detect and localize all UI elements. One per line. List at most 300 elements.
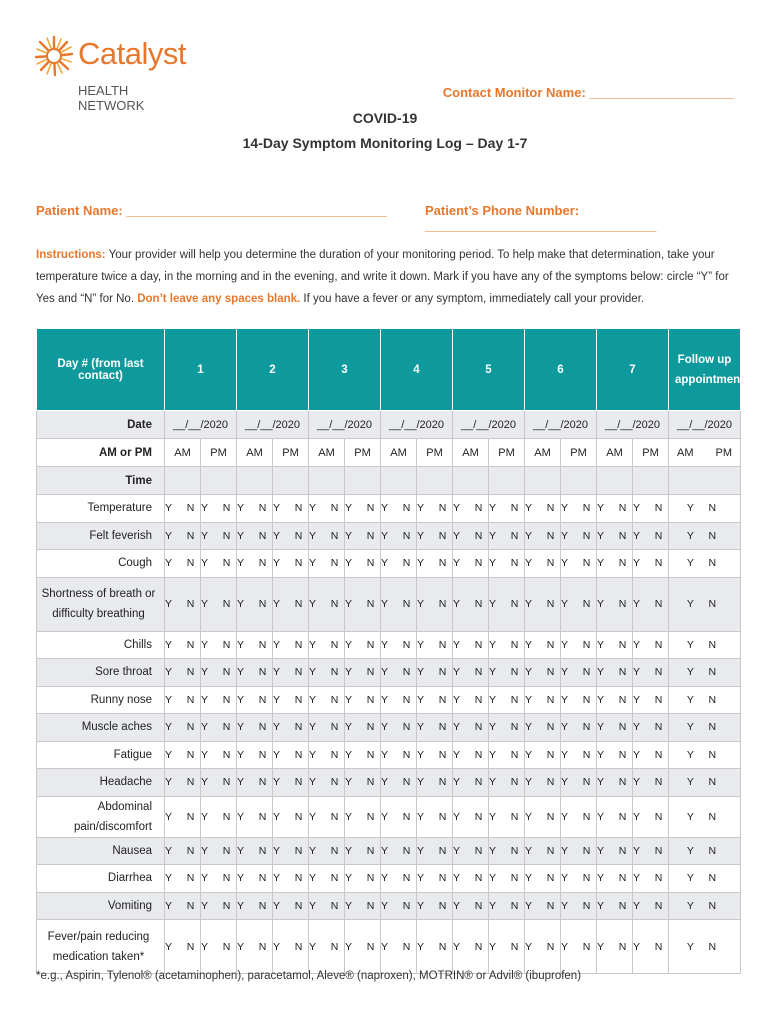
yes-no-choice[interactable]: Y N [201,686,237,714]
yes-no-choice[interactable]: Y N [309,769,345,797]
yes-no-choice[interactable]: Y N [273,577,309,631]
symptom-row [37,865,741,893]
yes-no-choice[interactable]: Y N [345,920,381,974]
pm-cell: PM [345,439,381,467]
yes-no-choice[interactable]: Y N [237,577,273,631]
yes-no-choice[interactable]: Y N [381,631,417,659]
time-cell[interactable] [453,467,489,495]
date-cell[interactable]: __/__/2020 [237,411,309,439]
yes-no-choice[interactable]: Y N [489,796,525,837]
yes-no-choice[interactable]: Y N [237,550,273,578]
am-cell: AM [237,439,273,467]
symptom-label: Chills [37,631,165,659]
yes-no-choice[interactable]: Y N [489,631,525,659]
yes-no-choice[interactable]: Y N [165,495,201,523]
yes-no-choice[interactable]: Y N [345,550,381,578]
date-cell[interactable]: __/__/2020 [669,411,741,439]
time-cell[interactable] [273,467,309,495]
yes-no-choice[interactable]: Y N [489,686,525,714]
yes-no-choice[interactable]: Y N [669,631,741,659]
time-cell[interactable] [417,467,453,495]
yes-no-choice[interactable]: Y N [633,686,669,714]
yes-no-choice[interactable]: Y N [273,892,309,920]
yes-no-choice[interactable]: Y N [489,865,525,893]
date-row [37,411,741,439]
yes-no-choice[interactable]: Y N [237,741,273,769]
yes-no-choice[interactable]: Y N [417,631,453,659]
yes-no-choice[interactable]: Y N [237,714,273,742]
yes-no-choice[interactable]: Y N [381,920,417,974]
yes-no-choice[interactable]: Y N [273,796,309,837]
date-cell[interactable]: __/__/2020 [525,411,597,439]
symptom-label: Diarrhea [37,865,165,893]
yes-no-choice[interactable]: Y N [633,920,669,974]
symptom-label: Abdominal pain/discomfort [37,796,165,837]
date-cell[interactable]: __/__/2020 [453,411,525,439]
yes-no-choice[interactable]: Y N [561,865,597,893]
yes-no-choice[interactable]: Y N [201,550,237,578]
yes-no-choice[interactable]: Y N [669,865,741,893]
yes-no-choice[interactable]: Y N [633,631,669,659]
yes-no-choice[interactable]: Y N [273,769,309,797]
yes-no-choice[interactable]: Y N [381,550,417,578]
yes-no-choice[interactable]: Y N [597,796,633,837]
yes-no-choice[interactable]: Y N [669,522,741,550]
yes-no-choice[interactable]: Y N [417,495,453,523]
yes-no-choice[interactable]: Y N [165,837,201,865]
yes-no-choice[interactable]: Y N [273,550,309,578]
symptom-row [37,892,741,920]
yes-no-choice[interactable]: Y N [417,837,453,865]
time-cell[interactable] [345,467,381,495]
yes-no-choice[interactable]: Y N [525,686,561,714]
yes-no-choice[interactable]: Y N [273,522,309,550]
symptom-row [37,796,741,837]
yes-no-choice[interactable]: Y N [597,714,633,742]
yes-no-choice[interactable]: Y N [597,659,633,687]
yes-no-choice[interactable]: Y N [381,659,417,687]
footnote: *e.g., Aspirin, Tylenol® (acetaminophen), paracetamol, Aleve® (naproxen), MOTRIN® or Advil® (ibuprofen) [36,970,582,982]
time-row [37,467,741,495]
yes-no-choice[interactable]: Y N [453,796,489,837]
yes-no-choice[interactable]: Y N [597,920,633,974]
time-cell[interactable] [201,467,237,495]
yes-no-choice[interactable]: Y N [453,892,489,920]
yes-no-choice[interactable]: Y N [309,495,345,523]
yes-no-choice[interactable]: Y N [597,769,633,797]
yes-no-choice[interactable]: Y N [417,769,453,797]
yes-no-choice[interactable]: Y N [561,920,597,974]
yes-no-choice[interactable]: Y N [669,892,741,920]
yes-no-choice[interactable]: Y N [417,741,453,769]
yes-no-choice[interactable]: Y N [633,550,669,578]
yes-no-choice[interactable]: Y N [453,577,489,631]
yes-no-choice[interactable]: Y N [525,741,561,769]
yes-no-choice[interactable]: Y N [561,522,597,550]
yes-no-choice[interactable]: Y N [345,714,381,742]
yes-no-choice[interactable]: Y N [273,659,309,687]
day-header: 5 [453,329,525,411]
instructions [36,244,736,310]
symptom-row [37,659,741,687]
yes-no-choice[interactable]: Y N [453,837,489,865]
yes-no-choice[interactable]: Y N [201,892,237,920]
pm-cell: PM [273,439,309,467]
yes-no-choice[interactable]: Y N [525,892,561,920]
date-cell[interactable]: __/__/2020 [165,411,237,439]
yes-no-choice[interactable]: Y N [345,659,381,687]
time-cell[interactable] [669,467,741,495]
yes-no-choice[interactable]: Y N [165,865,201,893]
yes-no-choice[interactable]: Y N [453,714,489,742]
logo-subtitle: HEALTH NETWORK [78,83,145,113]
symptom-row [37,686,741,714]
yes-no-choice[interactable]: Y N [525,714,561,742]
yes-no-choice[interactable]: Y N [345,495,381,523]
yes-no-choice[interactable]: Y N [669,920,741,974]
yes-no-choice[interactable]: Y N [561,495,597,523]
yes-no-choice[interactable]: Y N [237,686,273,714]
yes-no-choice[interactable]: Y N [165,550,201,578]
yes-no-choice[interactable]: Y N [201,495,237,523]
yes-no-choice[interactable]: Y N [165,659,201,687]
yes-no-choice[interactable]: Y N [165,892,201,920]
symptom-log-table [36,328,744,974]
yes-no-choice[interactable]: Y N [453,631,489,659]
yes-no-choice[interactable]: Y N [597,522,633,550]
symptom-label: Fever/pain reducing medication taken* [37,920,165,974]
yes-no-choice[interactable]: Y N [489,920,525,974]
yes-no-choice[interactable]: Y N [237,659,273,687]
yes-no-choice[interactable]: Y N [561,837,597,865]
yes-no-choice[interactable]: Y N [489,769,525,797]
symptom-label: Muscle aches [37,714,165,742]
yes-no-choice[interactable]: Y N [345,686,381,714]
symptom-row [37,920,741,974]
yes-no-choice[interactable]: Y N [309,796,345,837]
yes-no-choice[interactable]: Y N [165,714,201,742]
yes-no-choice[interactable]: Y N [165,631,201,659]
yes-no-choice[interactable]: Y N [309,577,345,631]
yes-no-choice[interactable]: Y N [525,577,561,631]
yes-no-choice[interactable]: Y N [669,769,741,797]
yes-no-choice[interactable]: Y N [273,631,309,659]
ampm-row [37,439,741,467]
yes-no-choice[interactable]: Y N [345,631,381,659]
yes-no-choice[interactable]: Y N [597,686,633,714]
yes-no-choice[interactable]: Y N [417,920,453,974]
yes-no-choice[interactable]: Y N [165,769,201,797]
yes-no-choice[interactable]: Y N [453,865,489,893]
yes-no-choice[interactable]: Y N [561,577,597,631]
sun-icon [34,34,74,78]
symptom-row [37,741,741,769]
yes-no-choice[interactable]: Y N [309,865,345,893]
date-cell[interactable]: __/__/2020 [381,411,453,439]
yes-no-choice[interactable]: Y N [381,837,417,865]
yes-no-choice[interactable]: Y N [309,550,345,578]
yes-no-choice[interactable]: Y N [489,522,525,550]
yes-no-choice[interactable]: Y N [201,796,237,837]
yes-no-choice[interactable]: Y N [453,495,489,523]
yes-no-choice[interactable]: Y N [345,741,381,769]
yes-no-choice[interactable]: Y N [633,865,669,893]
symptom-row [37,837,741,865]
yes-no-choice[interactable]: Y N [309,631,345,659]
yes-no-choice[interactable]: Y N [525,550,561,578]
yes-no-choice[interactable]: Y N [417,892,453,920]
time-cell[interactable] [237,467,273,495]
yes-no-choice[interactable]: Y N [165,686,201,714]
yes-no-choice[interactable]: Y N [381,577,417,631]
symptom-label: Sore throat [37,659,165,687]
yes-no-choice[interactable]: Y N [165,741,201,769]
yes-no-choice[interactable]: Y N [669,714,741,742]
am-cell: AM [677,446,694,459]
yes-no-choice[interactable]: Y N [561,659,597,687]
symptom-row [37,631,741,659]
yes-no-choice[interactable]: Y N [525,522,561,550]
yes-no-choice[interactable]: Y N [309,659,345,687]
yes-no-choice[interactable]: Y N [201,659,237,687]
yes-no-choice[interactable]: Y N [561,796,597,837]
yes-no-choice[interactable]: Y N [237,522,273,550]
yes-no-choice[interactable]: Y N [597,837,633,865]
yes-no-choice[interactable]: Y N [237,920,273,974]
yes-no-choice[interactable]: Y N [273,741,309,769]
yes-no-choice[interactable]: Y N [633,837,669,865]
followup-header: Follow up appointment [669,329,741,411]
symptom-label: Runny nose [37,686,165,714]
yes-no-choice[interactable]: Y N [597,550,633,578]
yes-no-choice[interactable]: Y N [381,522,417,550]
yes-no-choice[interactable]: Y N [417,714,453,742]
yes-no-choice[interactable]: Y N [453,659,489,687]
yes-no-choice[interactable]: Y N [309,686,345,714]
yes-no-choice[interactable]: Y N [489,495,525,523]
day-header: 1 [165,329,237,411]
yes-no-choice[interactable]: Y N [237,892,273,920]
symptom-row [37,714,741,742]
yes-no-choice[interactable]: Y N [669,550,741,578]
yes-no-choice[interactable]: Y N [309,892,345,920]
yes-no-choice[interactable]: Y N [453,741,489,769]
yes-no-choice[interactable]: Y N [597,495,633,523]
yes-no-choice[interactable]: Y N [201,741,237,769]
yes-no-choice[interactable]: Y N [237,495,273,523]
yes-no-choice[interactable]: Y N [381,495,417,523]
yes-no-choice[interactable]: Y N [453,920,489,974]
time-cell[interactable] [165,467,201,495]
yes-no-choice[interactable]: Y N [345,892,381,920]
yes-no-choice[interactable]: Y N [201,865,237,893]
ampm-cell [669,439,741,467]
yes-no-choice[interactable]: Y N [453,686,489,714]
pm-cell: PM [489,439,525,467]
time-cell[interactable] [381,467,417,495]
yes-no-choice[interactable]: Y N [669,796,741,837]
yes-no-choice[interactable]: Y N [345,837,381,865]
yes-no-choice[interactable]: Y N [309,714,345,742]
yes-no-choice[interactable]: Y N [417,550,453,578]
yes-no-choice[interactable]: Y N [309,522,345,550]
time-cell[interactable] [633,467,669,495]
yes-no-choice[interactable]: Y N [417,577,453,631]
yes-no-choice[interactable]: Y N [381,769,417,797]
yes-no-choice[interactable]: Y N [453,769,489,797]
yes-no-choice[interactable]: Y N [237,865,273,893]
yes-no-choice[interactable]: Y N [453,522,489,550]
yes-no-choice[interactable]: Y N [201,577,237,631]
yes-no-choice[interactable]: Y N [561,769,597,797]
yes-no-choice[interactable]: Y N [669,686,741,714]
date-label: Date [37,411,165,439]
yes-no-choice[interactable]: Y N [381,686,417,714]
yes-no-choice[interactable]: Y N [561,714,597,742]
yes-no-choice[interactable]: Y N [201,714,237,742]
yes-no-choice[interactable]: Y N [237,837,273,865]
yes-no-choice[interactable]: Y N [201,920,237,974]
pm-cell: PM [201,439,237,467]
symptom-row [37,522,741,550]
yes-no-choice[interactable]: Y N [633,892,669,920]
yes-no-choice[interactable]: Y N [417,686,453,714]
yes-no-choice[interactable]: Y N [669,495,741,523]
yes-no-choice[interactable]: Y N [165,577,201,631]
yes-no-choice[interactable]: Y N [633,577,669,631]
yes-no-choice[interactable]: Y N [561,892,597,920]
yes-no-choice[interactable]: Y N [489,550,525,578]
yes-no-choice[interactable]: Y N [489,892,525,920]
yes-no-choice[interactable]: Y N [669,659,741,687]
yes-no-choice[interactable]: Y N [273,920,309,974]
yes-no-choice[interactable]: Y N [237,631,273,659]
yes-no-choice[interactable]: Y N [273,837,309,865]
yes-no-choice[interactable]: Y N [633,495,669,523]
patient-name-field[interactable]: Patient Name: ____________________________________ [36,203,387,218]
yes-no-choice[interactable]: Y N [381,741,417,769]
yes-no-choice[interactable]: Y N [489,659,525,687]
patient-phone-field[interactable]: Patient’s Phone Number: ________________________________ [425,203,657,233]
yes-no-choice[interactable]: Y N [165,796,201,837]
yes-no-choice[interactable]: Y N [345,865,381,893]
yes-no-choice[interactable]: Y N [273,686,309,714]
time-cell[interactable] [309,467,345,495]
day-header: 4 [381,329,453,411]
yes-no-choice[interactable]: Y N [489,714,525,742]
yes-no-choice[interactable]: Y N [561,741,597,769]
yes-no-choice[interactable]: Y N [633,714,669,742]
yes-no-choice[interactable]: Y N [201,837,237,865]
yes-no-choice[interactable]: Y N [561,550,597,578]
yes-no-choice[interactable]: Y N [561,686,597,714]
symptom-label: Felt feverish [37,522,165,550]
yes-no-choice[interactable]: Y N [597,741,633,769]
yes-no-choice[interactable]: Y N [237,769,273,797]
date-cell[interactable]: __/__/2020 [309,411,381,439]
time-label: Time [37,467,165,495]
yes-no-choice[interactable]: Y N [417,659,453,687]
yes-no-choice[interactable]: Y N [633,659,669,687]
time-cell[interactable] [561,467,597,495]
yes-no-choice[interactable]: Y N [561,631,597,659]
yes-no-choice[interactable]: Y N [417,865,453,893]
yes-no-choice[interactable]: Y N [669,577,741,631]
time-cell[interactable] [489,467,525,495]
pm-cell: PM [417,439,453,467]
time-cell[interactable] [525,467,561,495]
yes-no-choice[interactable]: Y N [633,741,669,769]
yes-no-choice[interactable]: Y N [489,577,525,631]
yes-no-choice[interactable]: Y N [381,714,417,742]
instructions-warning: Don’t leave any spaces blank. [137,293,301,305]
yes-no-choice[interactable]: Y N [597,865,633,893]
yes-no-choice[interactable]: Y N [165,920,201,974]
yes-no-choice[interactable]: Y N [597,631,633,659]
yes-no-choice[interactable]: Y N [381,865,417,893]
yes-no-choice[interactable]: Y N [525,659,561,687]
yes-no-choice[interactable]: Y N [201,522,237,550]
catalyst-logo [34,34,186,113]
day-header: 3 [309,329,381,411]
pm-cell: PM [633,439,669,467]
symptom-label: Nausea [37,837,165,865]
yes-no-choice[interactable]: Y N [237,796,273,837]
yes-no-choice[interactable]: Y N [201,631,237,659]
yes-no-choice[interactable]: Y N [417,522,453,550]
yes-no-choice[interactable]: Y N [669,741,741,769]
yes-no-choice[interactable]: Y N [309,837,345,865]
yes-no-choice[interactable]: Y N [273,714,309,742]
date-cell[interactable]: __/__/2020 [597,411,669,439]
yes-no-choice[interactable]: Y N [453,550,489,578]
yes-no-choice[interactable]: Y N [417,796,453,837]
yes-no-choice[interactable]: Y N [345,577,381,631]
yes-no-choice[interactable]: Y N [273,865,309,893]
yes-no-choice[interactable]: Y N [525,631,561,659]
yes-no-choice[interactable]: Y N [381,796,417,837]
yes-no-choice[interactable]: Y N [597,892,633,920]
yes-no-choice[interactable]: Y N [525,769,561,797]
symptom-label: Cough [37,550,165,578]
yes-no-choice[interactable]: Y N [381,892,417,920]
yes-no-choice[interactable]: Y N [597,577,633,631]
yes-no-choice[interactable]: Y N [201,769,237,797]
yes-no-choice[interactable]: Y N [489,837,525,865]
yes-no-choice[interactable]: Y N [309,920,345,974]
yes-no-choice[interactable]: Y N [633,796,669,837]
pm-cell: PM [561,439,597,467]
yes-no-choice[interactable]: Y N [525,495,561,523]
yes-no-choice[interactable]: Y N [309,741,345,769]
yes-no-choice[interactable]: Y N [165,522,201,550]
yes-no-choice[interactable]: Y N [525,920,561,974]
yes-no-choice[interactable]: Y N [525,837,561,865]
yes-no-choice[interactable]: Y N [345,522,381,550]
yes-no-choice[interactable]: Y N [633,769,669,797]
yes-no-choice[interactable]: Y N [345,769,381,797]
yes-no-choice[interactable]: Y N [633,522,669,550]
contact-monitor-field[interactable]: Contact Monitor Name: ____________________ [442,85,734,100]
time-cell[interactable] [597,467,633,495]
am-cell: AM [525,439,561,467]
yes-no-choice[interactable]: Y N [345,796,381,837]
yes-no-choice[interactable]: Y N [273,495,309,523]
yes-no-choice[interactable]: Y N [669,837,741,865]
yes-no-choice[interactable]: Y N [489,741,525,769]
yes-no-choice[interactable]: Y N [525,865,561,893]
yes-no-choice[interactable]: Y N [525,796,561,837]
